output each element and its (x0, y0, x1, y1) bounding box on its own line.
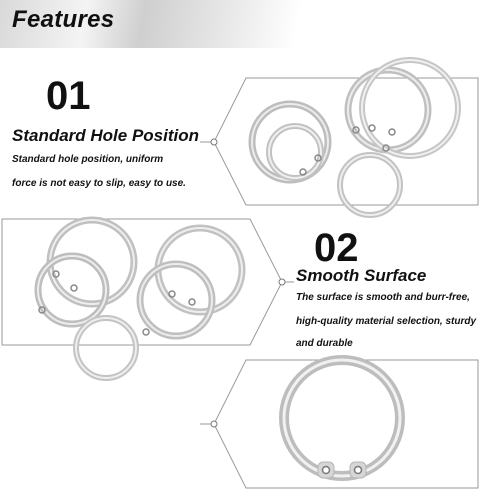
feature-number-1: 01 (46, 74, 91, 118)
feature-desc-2-line-2: high-quality material selection, sturdy (296, 316, 477, 327)
feature-desc-2-line-3: and durable (296, 338, 353, 349)
photo-frame-1 (200, 60, 478, 215)
feature-number-2: 02 (314, 226, 359, 270)
photo-frame-2 (2, 219, 294, 378)
feature-desc-1-line-2: force is not easy to slip, easy to use. (12, 178, 186, 189)
feature-desc-2-line-1: The surface is smooth and burr-free, (296, 292, 470, 303)
feature-desc-1-line-1: Standard hole position, uniform (12, 154, 164, 165)
feature-heading-1: Standard Hole Position (12, 126, 200, 145)
photo-frame-3 (200, 360, 478, 488)
page-title: Features (12, 6, 115, 33)
feature-heading-2: Smooth Surface (296, 266, 427, 285)
frame-2-pin (279, 279, 285, 285)
frame-3-pin (211, 421, 217, 427)
frame-1-pin (211, 139, 217, 145)
